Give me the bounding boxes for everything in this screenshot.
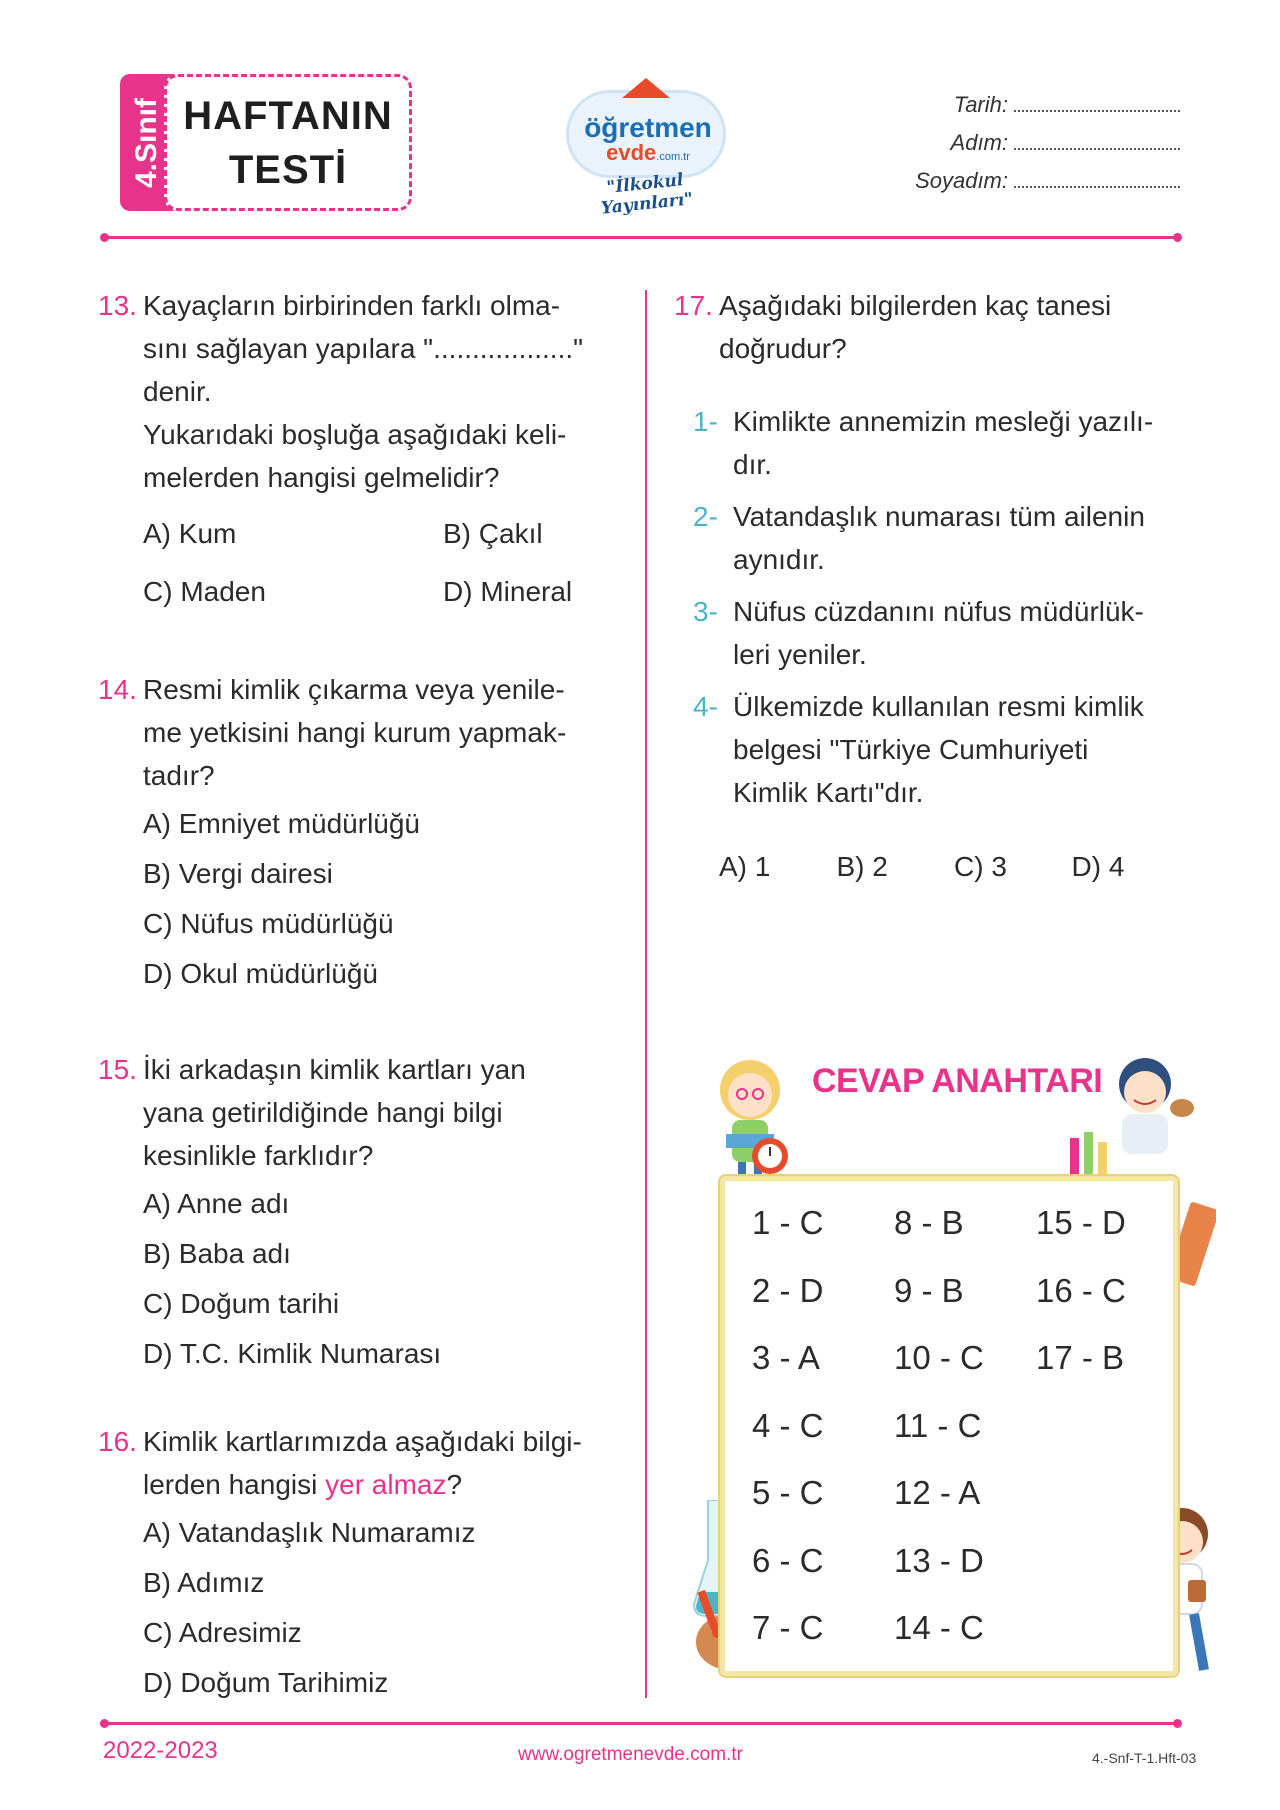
option-a[interactable]: A) Kum: [143, 518, 237, 549]
option-c[interactable]: C) Nüfus müdürlüğü: [143, 908, 394, 939]
house-roof-icon: [622, 78, 670, 98]
statement-number: 2-: [693, 501, 718, 532]
option-b[interactable]: B) Adımız: [143, 1567, 265, 1598]
option-d[interactable]: D) 4: [1071, 851, 1125, 882]
answer-key-entry: 2 - D: [752, 1271, 824, 1309]
statement-line: Ülkemizde kullanılan resmi kimlik: [733, 691, 1144, 722]
surname-label: Soyadım:: [915, 168, 1008, 193]
option-b[interactable]: B) 2: [836, 851, 888, 882]
question-16: [98, 1420, 623, 1708]
question-stem: [719, 284, 1189, 370]
statement-item: [693, 400, 1189, 486]
answer-key-entry: 4 - C: [752, 1406, 824, 1444]
question-number: 15.: [98, 1054, 137, 1085]
answer-key-entry: 6 - C: [752, 1541, 824, 1579]
answer-key-entry: 3 - A: [752, 1339, 820, 1376]
question-15: [98, 1048, 613, 1379]
option-c[interactable]: C) Doğum tarihi: [143, 1288, 340, 1319]
answer-options: [719, 842, 1189, 892]
stem-line: Kayaçların birbirinden farklı olma-: [143, 290, 561, 321]
option-b[interactable]: B) Çakıl: [443, 518, 543, 549]
name-field[interactable]: [860, 130, 1180, 168]
answer-key-entry: 16 - C: [1036, 1271, 1126, 1309]
statement-line: leri yeniler.: [733, 639, 867, 670]
stem-line: kesinlikle farklıdır?: [143, 1140, 374, 1171]
question-stem: [143, 1048, 613, 1177]
name-blank[interactable]: [1014, 132, 1180, 150]
stem-line: denir.: [143, 376, 212, 407]
question-stem: [143, 668, 613, 797]
answer-key-entry: 12 - A: [894, 1474, 981, 1511]
statement-line: dır.: [733, 449, 772, 480]
answer-options: [143, 505, 603, 621]
statement-item: [693, 495, 1189, 581]
answer-key-entry: 17 - B: [1036, 1339, 1125, 1376]
question-stem: [143, 1420, 623, 1506]
option-a[interactable]: A) Anne adı: [143, 1188, 290, 1219]
surname-blank[interactable]: [1014, 170, 1180, 188]
column-divider: [645, 290, 647, 1698]
question-14: [98, 668, 613, 999]
logo-name-secondary: [578, 140, 718, 166]
notebook-icon: [1176, 1200, 1216, 1290]
stem-line: tadır?: [143, 760, 215, 791]
stem-line: Kimlik kartlarımızda aşağıdaki bilgi-: [143, 1426, 582, 1457]
answer-key-entry: [1036, 1407, 1172, 1475]
pencils-icon: [1060, 1130, 1130, 1180]
answer-key-entry: 15 - D: [1036, 1204, 1126, 1241]
stem-line: melerden hangisi gelmelidir?: [143, 462, 500, 493]
option-d[interactable]: D) T.C. Kimlik Numarası: [143, 1338, 442, 1369]
option-a[interactable]: A) Emniyet müdürlüğü: [143, 808, 421, 839]
stem-line: Yukarıdaki boşluğa aşağıdaki keli-: [143, 419, 567, 450]
stem-line: İki arkadaşın kimlik kartları yan: [143, 1054, 526, 1085]
question-number: 16.: [98, 1426, 137, 1457]
alarm-clock-icon: [740, 1128, 800, 1178]
statement-line: Nüfus cüzdanını nüfus müdürlük-: [733, 596, 1144, 627]
statement-line: aynıdır.: [733, 544, 825, 575]
statement-line: belgesi "Türkiye Cumhuriyeti: [733, 734, 1089, 765]
student-info-fields: [860, 92, 1180, 206]
question-17: [674, 284, 1189, 892]
option-d[interactable]: D) Doğum Tarihimiz: [143, 1667, 389, 1698]
stem-line: me yetkisini hangi kurum yapmak-: [143, 717, 567, 748]
logo-domain: .com.tr: [656, 151, 690, 163]
highlighted-keyword: yer almaz: [325, 1469, 447, 1500]
statement-line: Kimlik Kartı"dır.: [733, 777, 924, 808]
stem-line: yana getirildiğinde hangi bilgi: [143, 1097, 503, 1128]
question-number: 17.: [674, 290, 713, 321]
school-year: 2022-2023: [103, 1737, 218, 1764]
answer-options: [143, 1508, 623, 1708]
stem-line: doğrudur?: [719, 333, 847, 364]
option-b[interactable]: B) Baba adı: [143, 1238, 291, 1269]
website-link[interactable]: www.ogretmenevde.com.tr: [518, 1744, 743, 1765]
answer-key-entry: 9 - B: [894, 1271, 964, 1309]
answer-key-entry: 10 - C: [894, 1339, 984, 1376]
answer-key-entry: 1 - C: [752, 1204, 824, 1241]
option-c[interactable]: C) Adresimiz: [143, 1617, 302, 1648]
answer-options: [143, 1179, 613, 1379]
statement-item: [693, 685, 1189, 814]
option-c[interactable]: C) Maden: [143, 576, 266, 607]
statement-list: [693, 400, 1189, 814]
answer-options: [143, 799, 613, 999]
statement-line: Kimlikte annemizin mesleği yazılı-: [733, 406, 1154, 437]
document-code: 4.-Snf-T-1.Hft-03: [1092, 1750, 1197, 1766]
title-line-1: HAFTANIN: [183, 94, 393, 138]
answer-key-entry: [1036, 1542, 1172, 1610]
answer-key-entry: 5 - C: [752, 1474, 824, 1511]
footer-divider: [104, 1722, 1178, 1725]
question-13: [98, 284, 603, 621]
statement-line: Vatandaşlık numarası tüm ailenin: [733, 501, 1145, 532]
logo-name-primary: öğretmen: [584, 112, 712, 143]
stem-line: [143, 1463, 623, 1506]
answer-key-entry: [1036, 1609, 1172, 1677]
title-line-2: TESTİ: [228, 148, 348, 192]
answer-key-grid: [752, 1204, 1172, 1677]
date-field[interactable]: [860, 92, 1180, 130]
title-box: [164, 74, 412, 211]
name-label: Adım:: [950, 130, 1008, 155]
question-number: 13.: [98, 290, 137, 321]
option-a[interactable]: A) 1: [719, 851, 771, 882]
test-badge: [120, 74, 412, 211]
option-c[interactable]: C) 3: [954, 851, 1007, 882]
answer-key-entry: 14 - C: [894, 1609, 984, 1646]
answer-key-entry: [1036, 1474, 1172, 1542]
logo-tagline: "İlkokul Yayınları": [600, 170, 694, 219]
option-d[interactable]: D) Mineral: [443, 576, 573, 607]
date-label: Tarih:: [953, 92, 1008, 117]
answer-key-entry: 13 - D: [894, 1541, 984, 1579]
option-b[interactable]: B) Vergi dairesi: [143, 858, 333, 889]
option-a[interactable]: A) Vatandaşlık Numaramız: [143, 1517, 476, 1548]
statement-number: 1-: [693, 406, 718, 437]
stem-line: Resmi kimlik çıkarma veya yenile-: [143, 674, 565, 705]
header-divider: [104, 236, 1178, 239]
logo-name-evde: evde: [606, 140, 657, 165]
answer-key-entry: 11 - C: [894, 1406, 982, 1444]
option-d[interactable]: D) Okul müdürlüğü: [143, 958, 378, 989]
statement-number: 4-: [693, 691, 718, 722]
stem-text: lerden hangisi: [143, 1469, 326, 1500]
date-blank[interactable]: [1014, 94, 1180, 112]
question-number: 14.: [98, 674, 137, 705]
stem-line: Aşağıdaki bilgilerden kaç tanesi: [719, 290, 1112, 321]
statement-item: [693, 590, 1189, 676]
answer-key-entry: 7 - C: [752, 1609, 824, 1646]
answer-key-entry: 8 - B: [894, 1204, 964, 1241]
stem-text: ?: [446, 1469, 463, 1500]
surname-field[interactable]: [860, 168, 1180, 206]
grade-label: 4.Sınıf: [130, 97, 163, 188]
statement-number: 3-: [693, 596, 718, 627]
question-stem: [143, 284, 603, 499]
publisher-logo: [556, 72, 736, 219]
stem-line: sını sağlayan yapılara "..................": [143, 333, 584, 364]
answer-key-title: CEVAP ANAHTARI: [812, 1062, 1103, 1100]
